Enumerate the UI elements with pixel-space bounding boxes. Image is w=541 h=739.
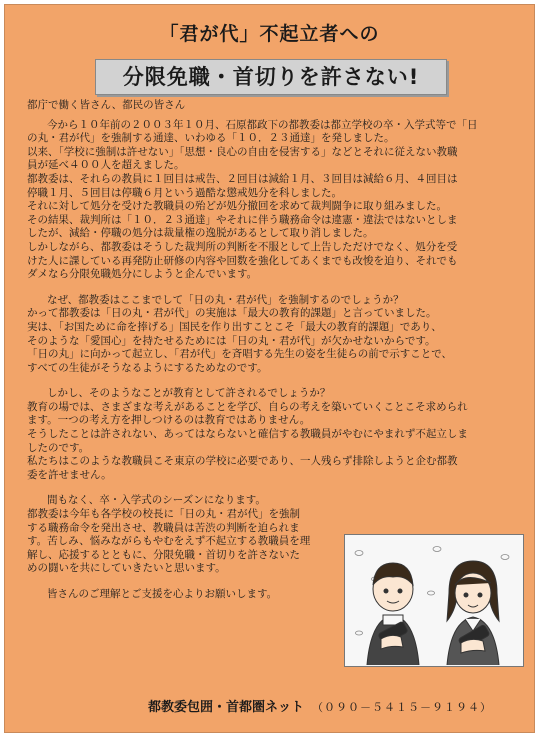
footer-signature <box>148 696 492 715</box>
text-line: 員が延べ４００人を超えました。 <box>27 159 185 172</box>
text-line: それに対して処分を受けた教職員の殆どが処分撤回を求めて裁判闘争に取り組みました。 <box>27 200 447 213</box>
text-line: その結果、裁判所は「１０．２３通達」やそれに伴う職務命令は違憲・違法ではないとしま <box>27 213 458 226</box>
text-line: ます。一つの考え方を押しつけるのは教育ではありません。 <box>27 414 311 427</box>
flyer-sheet <box>4 4 535 733</box>
text-line: 実は、「お国ために命を捧げる」国民を作り出すことこそ「最大の教育的課題」であり、 <box>27 320 442 333</box>
text-line: 以来、「学校に強制は許せない」「思想・良心の自由を侵害する」などとそれに従えない教職 <box>27 145 458 158</box>
text-line: めの闘いを共にしていきたいと思います。 <box>27 562 226 575</box>
text-line: すべての生徒がそうなるようにするためなのです。 <box>27 361 268 374</box>
text-line: の丸・君が代」を強制する通達、いわゆる「１０．２３通達」を発しました。 <box>27 132 395 145</box>
paragraph-2 <box>27 294 517 376</box>
closing-line: 皆さんのご理解とご支援を心よりお願いします。 <box>47 588 278 600</box>
text-line: す。苦しみ、悩みながらもやむをえず不起立する教職員を理 <box>27 535 311 548</box>
graduates-illustration <box>344 534 524 667</box>
text-line: かって都教委は「日の丸・君が代」の実施は「最大の教育的課題」と言っていました。 <box>27 307 437 320</box>
text-line: けた人に課している再発防止研修の内容や回数を強化してあくまでも改悛を迫り、それでも <box>27 254 458 267</box>
text-line: 都教委は今年も各学校の校長に「日の丸・君が代」を強制 <box>27 508 300 521</box>
text-line: 解し、応援するとともに、分限免職・首切りを許さないた <box>27 548 300 561</box>
text-line: 「日の丸」に向かって起立し、「君が代」を斉唱する先生の姿を生徒らの前で示すことで、 <box>27 348 453 361</box>
organization-name: 都教委包囲・首都圏ネット <box>148 700 305 715</box>
text-line: 委を許せません。 <box>27 468 112 481</box>
salutation: 都庁で働く皆さん、都民の皆さん <box>27 99 186 111</box>
text-line: しかし、そのようなことが教育として許されるでしょうか？ <box>47 387 331 400</box>
text-line: する職務命令を発出させ、教職員は苦渋の判断を迫られま <box>27 521 300 534</box>
text-line: 都教委は、それらの教員に１回目は戒告、２回目は減給１月、３回目は減給６月、４回目は <box>27 172 458 185</box>
paragraph-3 <box>27 387 517 482</box>
paragraph-1 <box>27 119 517 282</box>
headline-top: 「君が代」不起立者への <box>159 23 380 45</box>
text-line: 停職１月、５回目は停職６月という過酷な懲戒処分を科しました。 <box>27 186 342 199</box>
paragraph-4 <box>27 494 327 576</box>
text-line: 今から１０年前の２００３年１０月、石原都政下の都教委は都立学校の卒・入学式等で「日 <box>47 118 478 131</box>
text-line: したが、減給・停職の処分は裁量権の逸脱があるとして取り消しました。 <box>27 227 374 240</box>
text-line: 教育の場では、さまざまな考えがあることを学び、自らの考えを築いていくことこそ求められ <box>27 400 468 413</box>
headline-main: 分限免職・首切りを許さない! <box>95 59 447 95</box>
text-line: なぜ、都教委はここまでして「日の丸・君が代」を強制するのでしょうか？ <box>47 293 404 306</box>
text-line: ダメなら分限免職処分にしようと企んでいます。 <box>27 268 258 281</box>
text-line: しかしながら、都教委はそうした裁判所の判断を不服として上告しただけでなく、処分を受 <box>27 240 458 253</box>
students-drawing <box>345 535 523 666</box>
text-line: 私たちはこのような教職員こそ東京の学校に必要であり、一人残らず排除しようと企む都教 <box>27 455 458 468</box>
text-line: 間もなく、卒・入学式のシーズンになります。 <box>47 494 266 507</box>
flyer-body <box>27 99 517 602</box>
contact-phone: （０９０－５４１５－９１９４） <box>312 701 493 714</box>
text-line: そのような「愛国心」を持たせるためには「日の丸・君が代」が欠かせないからです。 <box>27 334 436 347</box>
text-line: そうしたことは許されない、あってはならないと確信する教職員がやむにやまれず不起立しま <box>27 428 468 441</box>
text-line: したのです。 <box>27 441 90 454</box>
